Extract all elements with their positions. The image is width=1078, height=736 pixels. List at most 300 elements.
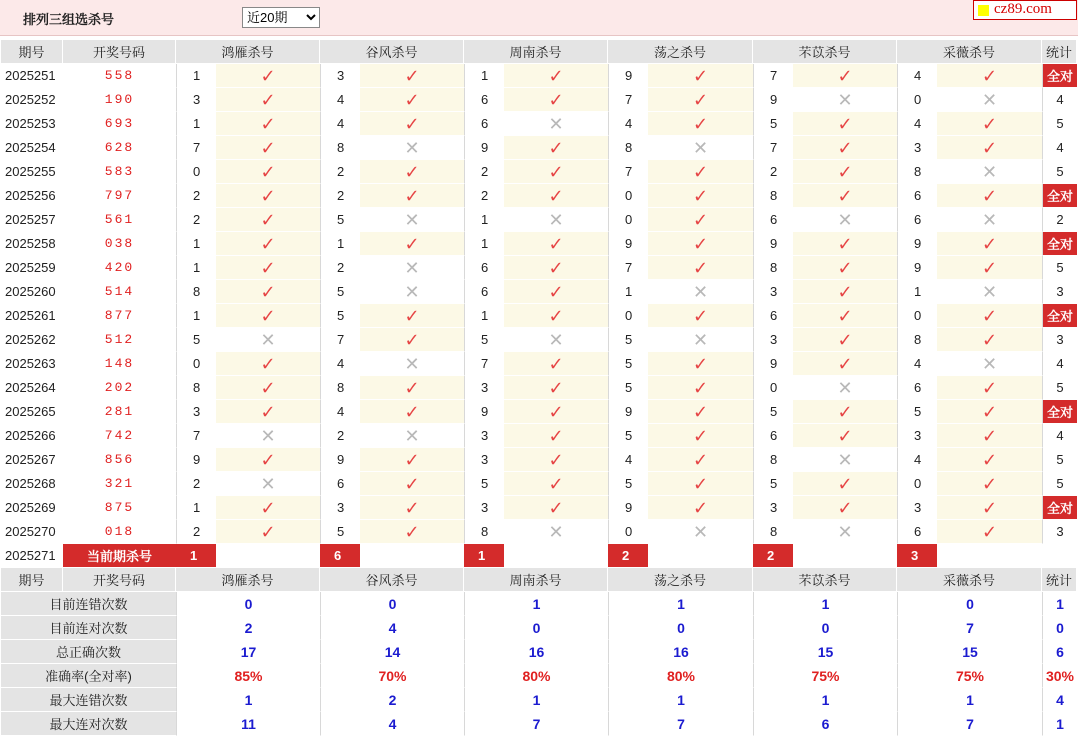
check-icon: ✓ (692, 113, 709, 134)
result-correct (504, 280, 608, 304)
draw-numbers-cell: 877 (63, 304, 176, 328)
result-correct (360, 448, 464, 472)
check-icon: ✓ (260, 137, 276, 158)
top-bar (0, 0, 1078, 36)
result-wrong (648, 136, 753, 160)
summary-stat-value: 0 (1042, 616, 1077, 640)
cross-icon: ✕ (837, 209, 853, 230)
cross-icon: ✕ (260, 329, 276, 350)
period-cell: 2025262 (1, 328, 63, 352)
result-correct (793, 352, 897, 376)
cross-icon: ✕ (260, 473, 276, 494)
check-icon: ✓ (692, 449, 709, 470)
stat-all-correct-badge: 全对 (1042, 64, 1077, 88)
result-correct (793, 184, 897, 208)
summary-value: 7 (464, 712, 608, 736)
result-wrong (937, 88, 1042, 112)
result-wrong (937, 208, 1042, 232)
draw-numbers-cell: 018 (63, 520, 176, 544)
check-icon: ✓ (837, 473, 853, 494)
result-wrong (937, 160, 1042, 184)
summary-label: 最大连对次数 (1, 712, 176, 736)
result-correct (504, 472, 608, 496)
summary-stat-value: 1 (1042, 592, 1077, 616)
draw-numbers-cell: 420 (63, 256, 176, 280)
kill-number-cell: 6 (464, 280, 504, 304)
result-correct (216, 88, 320, 112)
check-icon: ✓ (837, 281, 853, 302)
check-icon: ✓ (404, 377, 420, 398)
summary-stat-value: 4 (1042, 688, 1077, 712)
cross-icon: ✕ (692, 137, 709, 158)
kill-number-cell: 0 (897, 472, 937, 496)
result-correct (504, 400, 608, 424)
summary-row (1, 640, 1077, 664)
kill-number-cell: 6 (464, 112, 504, 136)
kill-number-cell: 8 (176, 280, 216, 304)
kill-number-cell: 1 (464, 232, 504, 256)
result-correct (937, 184, 1042, 208)
check-icon: ✓ (837, 329, 853, 350)
result-correct (648, 232, 753, 256)
kill-number-cell: 7 (753, 64, 793, 88)
result-correct (216, 136, 320, 160)
summary-value: 0 (753, 616, 897, 640)
stat-all-correct-badge: 全对 (1042, 184, 1077, 208)
result-correct (793, 112, 897, 136)
kill-number-cell: 8 (464, 520, 504, 544)
kill-number-cell: 8 (753, 520, 793, 544)
current-kill-hongyan: 1 (176, 544, 216, 568)
check-icon: ✓ (548, 65, 564, 86)
result-wrong (504, 328, 608, 352)
kill-number-cell: 4 (608, 112, 648, 136)
kill-number-cell: 9 (608, 400, 648, 424)
check-icon: ✓ (404, 161, 420, 182)
table-row (1, 232, 1077, 256)
check-icon: ✓ (837, 497, 853, 518)
period-cell: 2025260 (1, 280, 63, 304)
kill-number-cell: 4 (897, 352, 937, 376)
table-row (1, 496, 1077, 520)
check-icon: ✓ (260, 497, 276, 518)
stat-count-cell: 5 (1042, 160, 1077, 184)
cross-icon: ✕ (404, 137, 420, 158)
result-wrong (360, 280, 464, 304)
result-correct (937, 448, 1042, 472)
check-icon: ✓ (404, 233, 420, 254)
check-icon: ✓ (260, 89, 276, 110)
check-icon: ✓ (837, 137, 853, 158)
summary-value: 80% (464, 664, 608, 688)
check-icon: ✓ (404, 449, 420, 470)
table-row (1, 64, 1077, 88)
table-row (1, 88, 1077, 112)
check-icon: ✓ (837, 113, 853, 134)
check-icon: ✓ (981, 425, 998, 446)
kill-number-cell: 5 (608, 328, 648, 352)
result-correct (360, 472, 464, 496)
stat-count-cell: 5 (1042, 112, 1077, 136)
check-icon: ✓ (692, 65, 709, 86)
kill-number-cell: 7 (176, 136, 216, 160)
kill-number-cell: 5 (464, 472, 504, 496)
cross-icon: ✕ (981, 89, 998, 110)
result-wrong (793, 88, 897, 112)
stat-count-cell: 4 (1042, 424, 1077, 448)
kill-number-cell: 7 (464, 352, 504, 376)
cross-icon: ✕ (260, 425, 276, 446)
result-correct (793, 160, 897, 184)
kill-number-cell: 0 (608, 304, 648, 328)
draw-numbers-cell: 561 (63, 208, 176, 232)
footer-header-zhounan: 周南杀号 (464, 568, 608, 592)
check-icon: ✓ (837, 65, 853, 86)
header-draw-numbers: 开奖号码 (63, 40, 176, 64)
header-stats: 统计 (1042, 40, 1077, 64)
summary-value: 0 (464, 616, 608, 640)
result-correct (648, 256, 753, 280)
draw-numbers-cell: 742 (63, 424, 176, 448)
kill-number-cell: 7 (176, 424, 216, 448)
result-wrong (648, 520, 753, 544)
result-correct (216, 280, 320, 304)
kill-number-cell: 5 (608, 472, 648, 496)
kill-number-cell: 3 (320, 64, 360, 88)
summary-value: 0 (176, 592, 320, 616)
result-wrong (793, 520, 897, 544)
kill-number-cell: 0 (608, 184, 648, 208)
kill-number-cell: 0 (608, 520, 648, 544)
result-correct (216, 160, 320, 184)
result-correct (504, 256, 608, 280)
result-correct (937, 112, 1042, 136)
result-correct (793, 280, 897, 304)
result-wrong (216, 424, 320, 448)
draw-numbers-cell: 321 (63, 472, 176, 496)
kill-number-cell: 5 (753, 472, 793, 496)
site-logo[interactable] (973, 0, 1077, 20)
kill-number-cell: 1 (608, 280, 648, 304)
check-icon: ✓ (837, 161, 853, 182)
summary-value: 85% (176, 664, 320, 688)
period-cell: 2025258 (1, 232, 63, 256)
check-icon: ✓ (692, 305, 709, 326)
summary-value: 1 (608, 688, 753, 712)
check-icon: ✓ (981, 449, 998, 470)
result-wrong (360, 256, 464, 280)
check-icon: ✓ (548, 377, 564, 398)
summary-value: 2 (320, 688, 464, 712)
cross-icon: ✕ (981, 353, 998, 374)
kill-number-cell: 8 (320, 136, 360, 160)
kill-number-cell: 3 (753, 496, 793, 520)
result-wrong (793, 376, 897, 400)
result-wrong (216, 472, 320, 496)
kill-number-cell: 5 (320, 520, 360, 544)
result-wrong (648, 280, 753, 304)
draw-numbers-cell: 148 (63, 352, 176, 376)
result-wrong (504, 208, 608, 232)
kill-number-cell: 8 (608, 136, 648, 160)
check-icon: ✓ (548, 425, 564, 446)
result-correct (648, 304, 753, 328)
table-header-row (1, 40, 1077, 64)
result-correct (216, 304, 320, 328)
summary-row (1, 688, 1077, 712)
stat-count-cell: 4 (1042, 352, 1077, 376)
kill-number-cell: 8 (897, 328, 937, 352)
header-caiwei: 采薇杀号 (897, 40, 1042, 64)
result-correct (648, 496, 753, 520)
check-icon: ✓ (981, 113, 998, 134)
period-cell: 2025267 (1, 448, 63, 472)
current-kill-gufeng: 6 (320, 544, 360, 568)
result-wrong (504, 520, 608, 544)
cross-icon: ✕ (837, 377, 853, 398)
summary-stat-value: 1 (1042, 712, 1077, 736)
check-icon: ✓ (404, 473, 420, 494)
period-cell: 2025269 (1, 496, 63, 520)
result-correct (216, 520, 320, 544)
period-cell: 2025257 (1, 208, 63, 232)
draw-numbers-cell: 202 (63, 376, 176, 400)
kill-number-cell: 4 (320, 400, 360, 424)
kill-number-cell: 3 (753, 328, 793, 352)
check-icon: ✓ (260, 233, 276, 254)
check-icon: ✓ (260, 65, 276, 86)
summary-label: 目前连错次数 (1, 592, 176, 616)
kill-number-cell: 1 (464, 64, 504, 88)
check-icon: ✓ (404, 65, 420, 86)
current-kill-label: 当前期杀号 (63, 544, 176, 568)
result-correct (648, 184, 753, 208)
summary-value: 1 (753, 688, 897, 712)
table-row (1, 328, 1077, 352)
result-wrong (793, 208, 897, 232)
result-correct (216, 496, 320, 520)
summary-value: 7 (608, 712, 753, 736)
kill-number-cell: 2 (464, 184, 504, 208)
summary-value: 1 (608, 592, 753, 616)
kill-number-cell: 1 (176, 496, 216, 520)
kill-number-cell: 6 (897, 376, 937, 400)
summary-value: 6 (753, 712, 897, 736)
check-icon: ✓ (548, 185, 564, 206)
check-icon: ✓ (692, 209, 709, 230)
kill-number-cell: 3 (897, 136, 937, 160)
result-correct (793, 472, 897, 496)
kill-number-cell: 4 (320, 112, 360, 136)
table-row (1, 280, 1077, 304)
kill-number-cell: 2 (320, 256, 360, 280)
draw-numbers-cell: 558 (63, 64, 176, 88)
cross-icon: ✕ (692, 329, 709, 350)
kill-number-cell: 9 (608, 64, 648, 88)
result-correct (216, 64, 320, 88)
kill-number-cell: 8 (753, 256, 793, 280)
current-kill-fuyi: 2 (753, 544, 793, 568)
summary-value: 70% (320, 664, 464, 688)
kill-number-cell: 9 (464, 400, 504, 424)
check-icon: ✓ (981, 401, 998, 422)
stat-all-correct-badge: 全对 (1042, 400, 1077, 424)
kill-number-cell: 6 (897, 208, 937, 232)
period-cell: 2025252 (1, 88, 63, 112)
result-correct (216, 184, 320, 208)
table-row (1, 136, 1077, 160)
check-icon: ✓ (548, 449, 564, 470)
kill-number-cell: 8 (753, 184, 793, 208)
kill-number-cell: 4 (897, 64, 937, 88)
kill-number-cell: 5 (608, 376, 648, 400)
kill-number-cell: 7 (753, 136, 793, 160)
check-icon: ✓ (692, 257, 709, 278)
result-correct (504, 424, 608, 448)
period-cell: 2025270 (1, 520, 63, 544)
result-correct (937, 424, 1042, 448)
check-icon: ✓ (404, 497, 420, 518)
result-correct (648, 400, 753, 424)
result-correct (360, 112, 464, 136)
result-correct (937, 64, 1042, 88)
check-icon: ✓ (404, 329, 420, 350)
kill-number-cell: 3 (176, 88, 216, 112)
kill-number-cell: 5 (320, 280, 360, 304)
kill-number-cell: 5 (320, 208, 360, 232)
check-icon: ✓ (692, 353, 709, 374)
check-icon: ✓ (260, 185, 276, 206)
result-correct (504, 352, 608, 376)
result-correct (216, 112, 320, 136)
period-cell: 2025261 (1, 304, 63, 328)
draw-numbers-cell: 514 (63, 280, 176, 304)
stat-count-cell: 3 (1042, 520, 1077, 544)
draw-numbers-cell: 583 (63, 160, 176, 184)
check-icon: ✓ (692, 233, 709, 254)
result-wrong (360, 136, 464, 160)
result-correct (937, 256, 1042, 280)
result-correct (504, 88, 608, 112)
kill-number-cell: 5 (608, 424, 648, 448)
kill-number-cell: 5 (176, 328, 216, 352)
draw-numbers-cell: 693 (63, 112, 176, 136)
kill-number-cell: 1 (176, 304, 216, 328)
cross-icon: ✕ (548, 113, 564, 134)
result-correct (504, 160, 608, 184)
result-correct (360, 328, 464, 352)
result-correct (937, 400, 1042, 424)
check-icon: ✓ (981, 137, 998, 158)
period-cell: 2025251 (1, 64, 63, 88)
period-cell: 2025259 (1, 256, 63, 280)
result-correct (937, 520, 1042, 544)
check-icon: ✓ (981, 329, 998, 350)
check-icon: ✓ (548, 257, 564, 278)
kill-number-cell: 9 (608, 232, 648, 256)
result-wrong (360, 424, 464, 448)
cross-icon: ✕ (692, 281, 709, 302)
result-wrong (360, 352, 464, 376)
kill-number-cell: 9 (753, 352, 793, 376)
period-range-select[interactable] (242, 7, 320, 28)
summary-value: 16 (608, 640, 753, 664)
kill-number-cell: 4 (320, 88, 360, 112)
draw-numbers-cell: 038 (63, 232, 176, 256)
check-icon: ✓ (837, 305, 853, 326)
summary-label: 准确率(全对率) (1, 664, 176, 688)
result-correct (793, 136, 897, 160)
current-period: 2025271 (1, 544, 63, 568)
check-icon: ✓ (404, 401, 420, 422)
kill-number-cell: 8 (897, 160, 937, 184)
result-correct (504, 496, 608, 520)
kill-number-cell: 4 (897, 448, 937, 472)
kill-number-cell: 0 (897, 304, 937, 328)
check-icon: ✓ (404, 89, 420, 110)
current-kill-zhounan: 1 (464, 544, 504, 568)
kill-number-cell: 5 (608, 352, 648, 376)
current-kill-caiwei: 3 (897, 544, 937, 568)
header-zhounan: 周南杀号 (464, 40, 608, 64)
result-correct (360, 64, 464, 88)
cross-icon: ✕ (404, 257, 420, 278)
header-period: 期号 (1, 40, 63, 64)
kill-number-cell: 1 (464, 208, 504, 232)
period-cell: 2025256 (1, 184, 63, 208)
check-icon: ✓ (981, 377, 998, 398)
kill-number-cell: 2 (320, 184, 360, 208)
check-icon: ✓ (981, 65, 998, 86)
summary-value: 75% (753, 664, 897, 688)
kill-number-cell: 1 (176, 112, 216, 136)
period-cell: 2025263 (1, 352, 63, 376)
summary-row (1, 592, 1077, 616)
check-icon: ✓ (260, 377, 276, 398)
footer-header-hongyan: 鸿雁杀号 (176, 568, 320, 592)
result-wrong (648, 328, 753, 352)
stat-count-cell: 3 (1042, 328, 1077, 352)
period-cell: 2025254 (1, 136, 63, 160)
footer-header-dangzhi: 荡之杀号 (608, 568, 753, 592)
summary-row (1, 664, 1077, 688)
result-correct (360, 496, 464, 520)
summary-value: 1 (753, 592, 897, 616)
result-correct (504, 184, 608, 208)
kill-number-cell: 3 (464, 376, 504, 400)
result-correct (648, 352, 753, 376)
result-correct (360, 376, 464, 400)
check-icon: ✓ (692, 161, 709, 182)
check-icon: ✓ (837, 401, 853, 422)
stat-all-correct-badge: 全对 (1042, 496, 1077, 520)
result-correct (937, 304, 1042, 328)
draw-numbers-cell: 797 (63, 184, 176, 208)
draw-numbers-cell: 856 (63, 448, 176, 472)
cross-icon: ✕ (981, 281, 998, 302)
cross-icon: ✕ (981, 209, 998, 230)
draw-numbers-cell: 190 (63, 88, 176, 112)
table-row (1, 424, 1077, 448)
check-icon: ✓ (692, 425, 709, 446)
cross-icon: ✕ (837, 89, 853, 110)
cross-icon: ✕ (692, 521, 709, 542)
result-correct (360, 520, 464, 544)
kill-number-cell: 1 (897, 280, 937, 304)
kill-number-cell: 2 (176, 520, 216, 544)
kill-number-cell: 0 (897, 88, 937, 112)
result-correct (360, 400, 464, 424)
